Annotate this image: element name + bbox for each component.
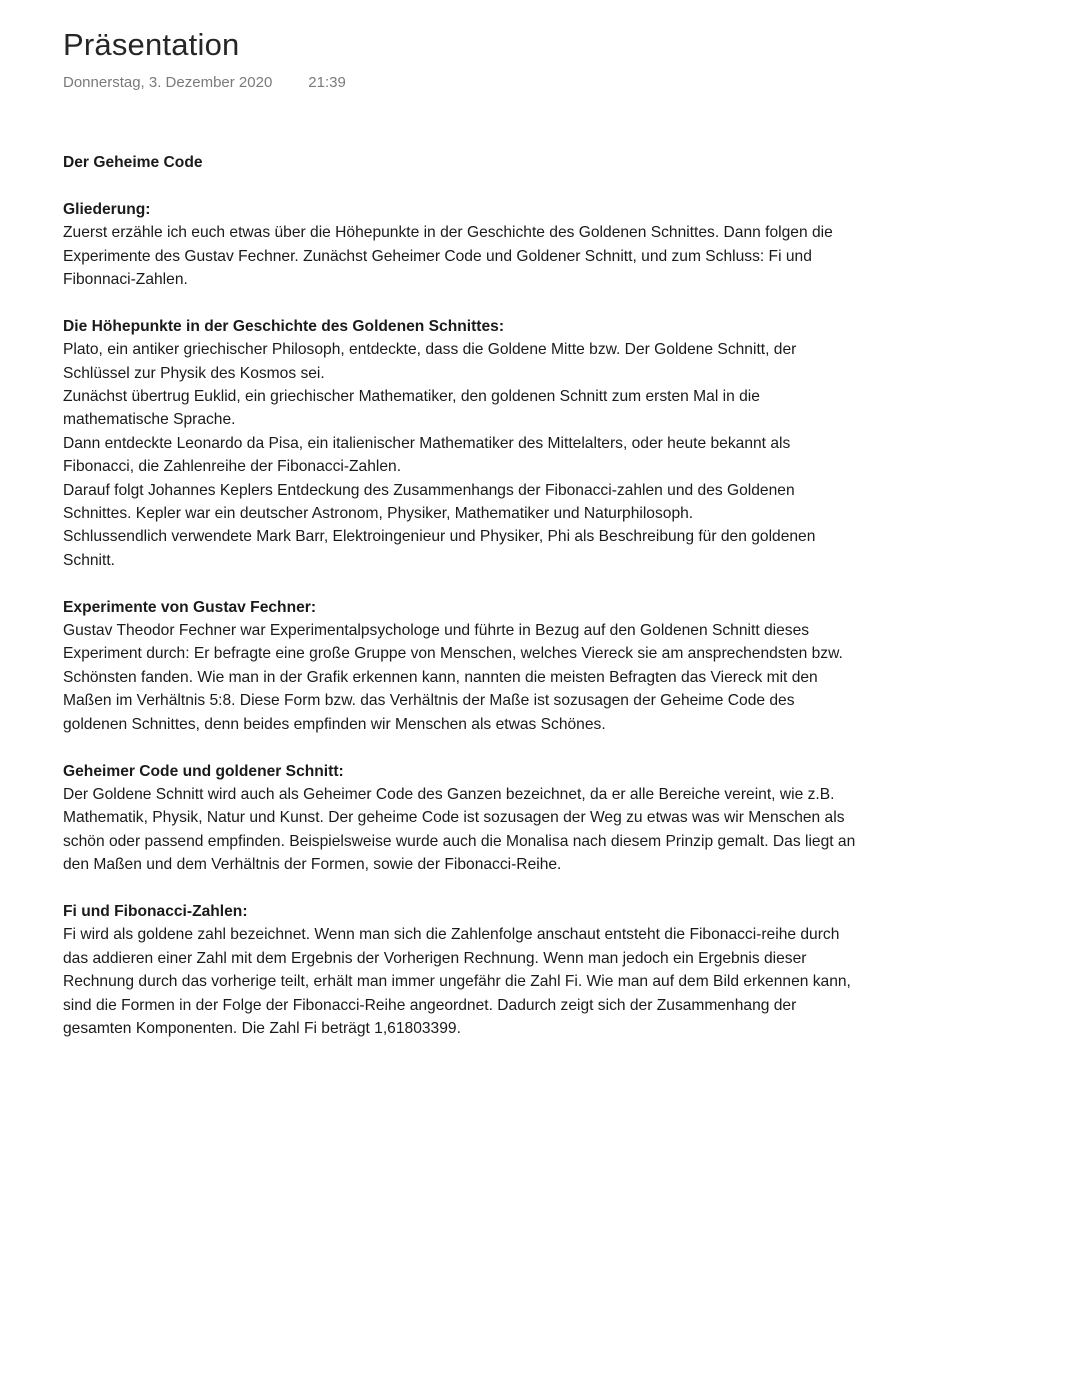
section-fibonacci bbox=[63, 900, 863, 1040]
document-heading: Der Geheime Code bbox=[63, 154, 203, 171]
section-paragraph: Zunächst übertrug Euklid, ein griechischer Mathematiker, den goldenen Schnitt zum ersten Mal in die mathematische Sprache. bbox=[63, 388, 760, 429]
note-metadata bbox=[63, 74, 346, 91]
section-heading: Experimente von Gustav Fechner: bbox=[63, 598, 317, 616]
section-paragraph: Dann entdeckte Leonardo da Pisa, ein italienischer Mathematiker des Mittelalters, oder heute bekannt als Fibonacci, die Zahlenreihe der Fibonacci-Zahlen. bbox=[63, 434, 791, 476]
section-paragraph: Zuerst erzähle ich euch etwas über die Höhepunkte in der Geschichte des Goldenen Schnittes. Dann folgen die Experimente des Gustav Fechner. Zunächst Geheimer Code und Goldener Schnitt, und zum Schluss: Fi und Fibonnaci-Zahlen. bbox=[63, 224, 833, 289]
section-paragraph: Schlussendlich verwendete Mark Barr, Elektroingenieur und Physiker, Phi als Beschreibung für den goldenen Schnitt. bbox=[63, 528, 816, 569]
section-paragraph: Gustav Theodor Fechner war Experimentalpsychologe und führte in Bezug auf den Goldenen Schnitt dieses Experiment durch: Er befragte eine große Gruppe von Menschen, welches Viereck sie am ansprechendsten bzw. Schönsten fanden. Wie man in der Grafik erkennen kann, nannten die meisten Befragten das Viereck mit den Maßen im Verhältnis 5:8. Diese Form bzw. das Verhältnis der Maße ist sozusagen der Geheime Code des goldenen Schnittes, denn beides empfinden wir Menschen als etwas Schönes. bbox=[63, 622, 843, 733]
section-paragraph: Darauf folgt Johannes Keplers Entdeckung des Zusammenhangs der Fibonacci-zahlen und des Goldenen Schnittes. Kepler war ein deutscher Astronom, Physiker, Mathematiker und Naturphilosoph. bbox=[63, 481, 795, 523]
section-fechner bbox=[63, 596, 863, 736]
note-time: 21:39 bbox=[308, 74, 346, 91]
section-paragraph: Plato, ein antiker griechischer Philosoph, entdeckte, dass die Goldene Mitte bzw. Der Goldene Schnitt, der Schlüssel zur Physik des Kosmos sei. bbox=[63, 341, 797, 382]
section-gliederung bbox=[63, 198, 863, 292]
section-heading: Gliederung: bbox=[63, 200, 151, 218]
note-body[interactable] bbox=[63, 151, 863, 1064]
page-title[interactable]: Präsentation bbox=[63, 27, 240, 62]
section-paragraph: Der Goldene Schnitt wird auch als Geheimer Code des Ganzen bezeichnet, da er alle Bereiche vereint, wie z.B. Mathematik, Physik, Natur und Kunst. Der geheime Code ist sozusagen der Weg zu etwas was wir Menschen als schön oder passend empfinden. Beispielsweise wurde auch die Monalisa nach diesem Prinzip gemalt. Das liegt an den Maßen und dem Verhältnis der Formen, sowie der Fibonacci-Reihe. bbox=[63, 785, 856, 874]
section-hoehepunkte bbox=[63, 315, 863, 572]
section-paragraph: Fi wird als goldene zahl bezeichnet. Wenn man sich die Zahlenfolge anschaut entsteht die Fibonacci-reihe durch das addieren einer Zahl mit dem Ergebnis der Vorherigen Rechnung. Wenn man jedoch ein Ergebnis dieser Rechnung durch das vorherige teilt, erhält man immer ungefähr die Zahl Fi. Wie man auf dem Bild erkennen kann, sind die Formen in der Folge der Fibonacci-Reihe angeordnet. Dadurch zeigt sich der Zusammenhang der gesamten Komponenten. Die Zahl Fi beträgt 1,61803399. bbox=[63, 926, 851, 1037]
section-heading: Fi und Fibonacci-Zahlen: bbox=[63, 902, 248, 920]
note-date: Donnerstag, 3. Dezember 2020 bbox=[63, 74, 273, 91]
section-geheimer-code bbox=[63, 760, 863, 877]
section-heading: Die Höhepunkte in der Geschichte des Goldenen Schnittes: bbox=[63, 317, 505, 335]
section-heading: Geheimer Code und goldener Schnitt: bbox=[63, 762, 344, 780]
